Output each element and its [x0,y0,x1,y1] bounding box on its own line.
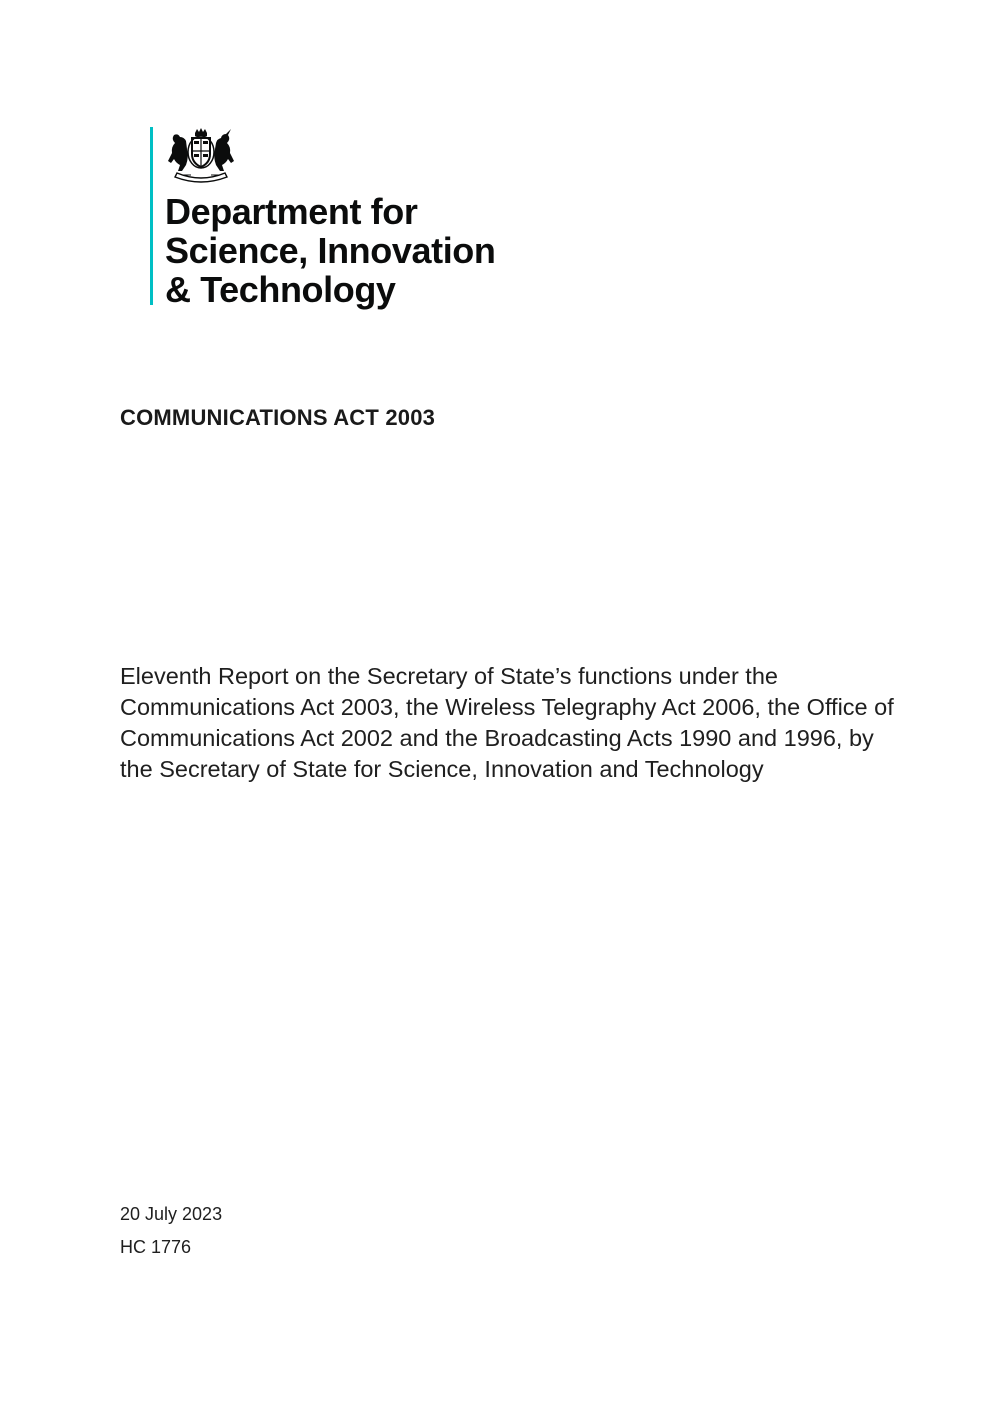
department-name-line-3: & Technology [165,269,396,310]
report-description: Eleventh Report on the Secretary of State’s functions under the Communications Act 2003, the Wireless Telegraphy Act 2006, the Office of Communications Act 2002 and the Broadcasting Acts 1990 and 1996, by the Secretary of State for Science, Innovation and Technology [120,663,894,782]
publication-date: 20 July 2023 [120,1204,223,1224]
logo-accent-rule [150,127,153,305]
document-title: COMMUNICATIONS ACT 2003 [120,405,436,430]
department-name [165,192,495,309]
house-of-commons-reference: HC 1776 [120,1237,192,1257]
department-name-line-2: Science, Innovation [165,230,496,271]
document-meta [120,1198,222,1264]
royal-coat-of-arms-icon [165,127,237,185]
department-logo [150,127,550,310]
department-name-line-1: Department for [165,191,418,232]
